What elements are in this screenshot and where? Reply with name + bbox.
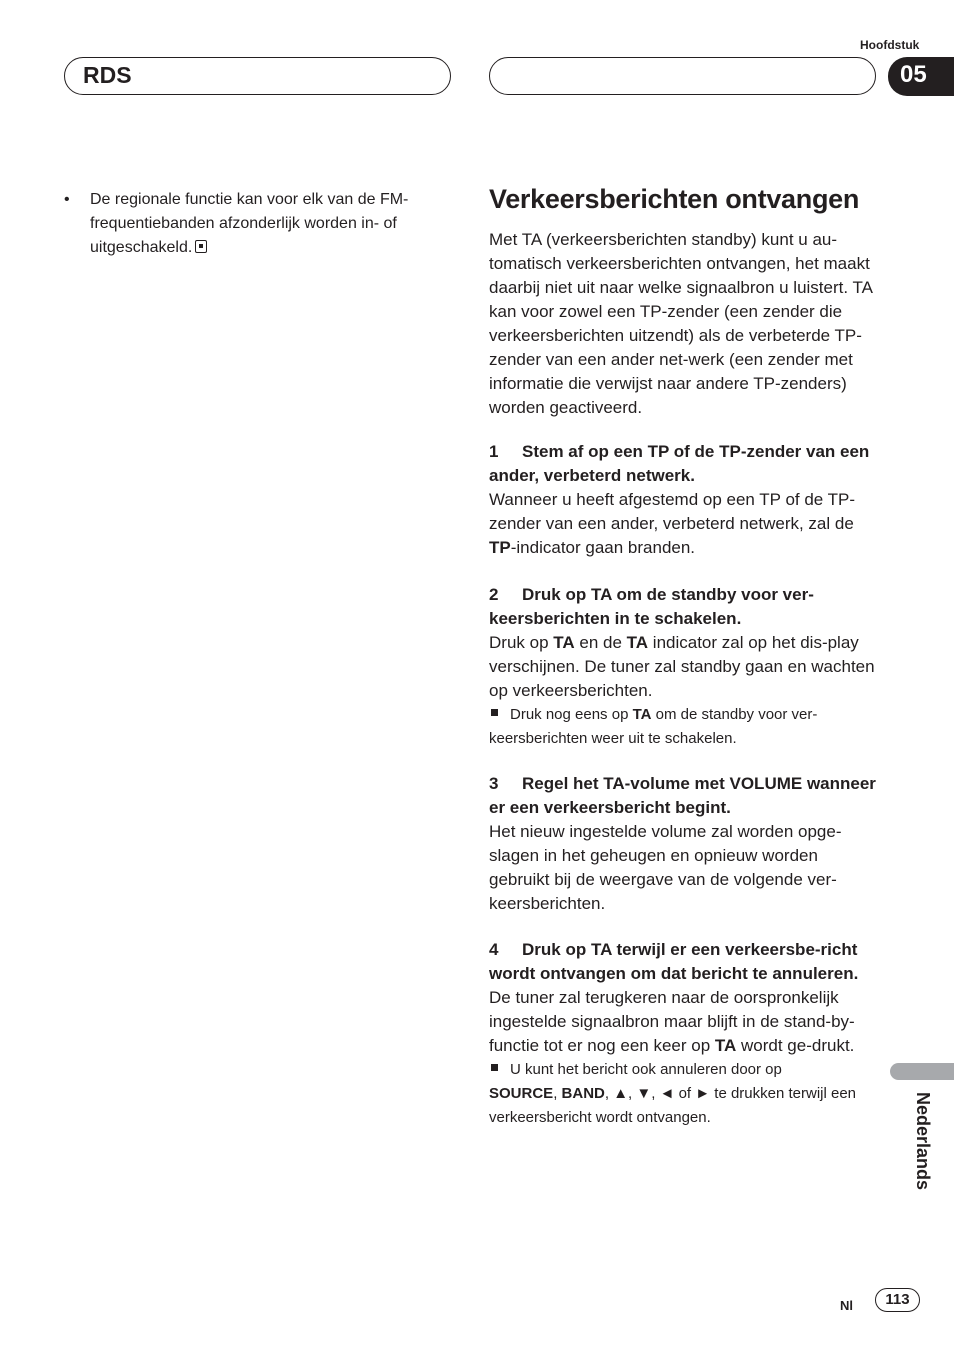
step-body-text: Druk op	[489, 633, 554, 652]
step-title-text: Druk op TA om de standby voor ver-keersberichten in te schakelen.	[489, 585, 814, 628]
step-number: 1	[489, 442, 499, 461]
note-square-icon	[491, 709, 498, 716]
language-tab-label: Nederlands	[913, 1092, 933, 1191]
bullet-text: De regionale functie kan voor elk van de FM-frequentiebanden afzonderlijk worden in- of uitgeschakeld.	[90, 191, 409, 256]
note-text: , ▲, ▼, ◄ of ► te drukken terwijl een verkeersbericht wordt ontvangen.	[489, 1085, 857, 1126]
step-body-text: De tuner zal terugkeren naar de oorspronkelijk ingestelde signaalbron maar blijft in de stand-by-functie tot er nog een keer op	[489, 988, 855, 1055]
step-title-text: Stem af op een TP of de TP-zender van een ander, verbeterd netwerk.	[489, 442, 870, 485]
note-text: U kunt het bericht ook annuleren door op	[510, 1061, 782, 1078]
ta-button-label: TA	[632, 706, 652, 723]
note-text: Druk nog eens op	[510, 706, 633, 723]
ta-button-label: TA	[553, 633, 575, 652]
language-code: Nl	[840, 1298, 853, 1313]
step-title-text: Regel het TA-volume met VOLUME wanneer er een verkeersbericht begint.	[489, 774, 876, 817]
step-title	[489, 583, 879, 631]
step-body-text: Wanneer u heeft afgestemd op een TP of de TP-zender van een ander, verbeterd netwerk, zal de	[489, 490, 856, 533]
section-header-box	[64, 57, 451, 95]
page-heading: Verkeersberichten ontvangen	[489, 184, 860, 214]
step-body-text: wordt ge-drukt.	[736, 1036, 855, 1055]
note-text: ,	[553, 1085, 562, 1102]
step-title	[489, 938, 879, 986]
language-tab-bar	[890, 1063, 954, 1080]
intro-paragraph: Met TA (verkeersberichten standby) kunt u au-tomatisch verkeersberichten ontvangen, het maakt daarbij niet uit naar welke signaalbron u luistert. TA kan voor zowel een TP-zender (een zender die verkeersberichten uitzendt) als de verbeterde TP-zender van een ander net-werk (een zender met informatie die verwijst naar andere TP-zenders) worden geactiveerd.	[489, 230, 873, 417]
source-button-label: SOURCE	[489, 1085, 554, 1102]
empty-header-box	[489, 57, 876, 95]
step-body-text: en de	[574, 633, 627, 652]
step-body	[489, 488, 879, 560]
step-title	[489, 440, 879, 488]
step-3	[489, 772, 879, 916]
band-button-label: BAND	[561, 1085, 605, 1102]
page-number: 113	[875, 1288, 920, 1312]
chapter-number-tab: 05	[888, 57, 954, 96]
step-body: Het nieuw ingestelde volume zal worden opge-slagen in het geheugen en opnieuw worden gebruikt bij de weergave van de volgende ver-keersberichten.	[489, 822, 842, 913]
section-title: RDS	[83, 62, 132, 88]
step-1	[489, 440, 879, 560]
step-title	[489, 772, 879, 820]
tp-indicator-label: TP	[489, 538, 511, 557]
chapter-label: Hoofdstuk	[860, 38, 920, 52]
bullet-dot: •	[64, 191, 70, 208]
regional-function-bullet	[64, 188, 440, 260]
note-square-icon	[491, 1064, 498, 1071]
ta-indicator-label: TA	[626, 633, 649, 652]
step-body	[489, 986, 879, 1058]
step-note	[489, 1058, 879, 1130]
step-number: 3	[489, 774, 499, 793]
step-note	[489, 703, 879, 751]
end-of-section-icon	[195, 240, 207, 253]
step-number: 4	[489, 940, 499, 959]
note-text: om de standby voor ver-keersberichten weer uit te schakelen.	[489, 706, 818, 747]
step-2	[489, 583, 879, 751]
step-body	[489, 631, 879, 703]
step-body-text: -indicator gaan branden.	[510, 538, 696, 557]
step-body-text: indicator zal op het dis-play verschijnen. De tuner zal standby gaan en wachten op verkeersberichten.	[489, 633, 875, 700]
ta-button-label: TA	[714, 1036, 737, 1055]
step-4	[489, 938, 879, 1130]
step-title-text: Druk op TA terwijl er een verkeersbe-richt wordt ontvangen om dat bericht te annuleren.	[489, 940, 859, 983]
step-number: 2	[489, 585, 499, 604]
